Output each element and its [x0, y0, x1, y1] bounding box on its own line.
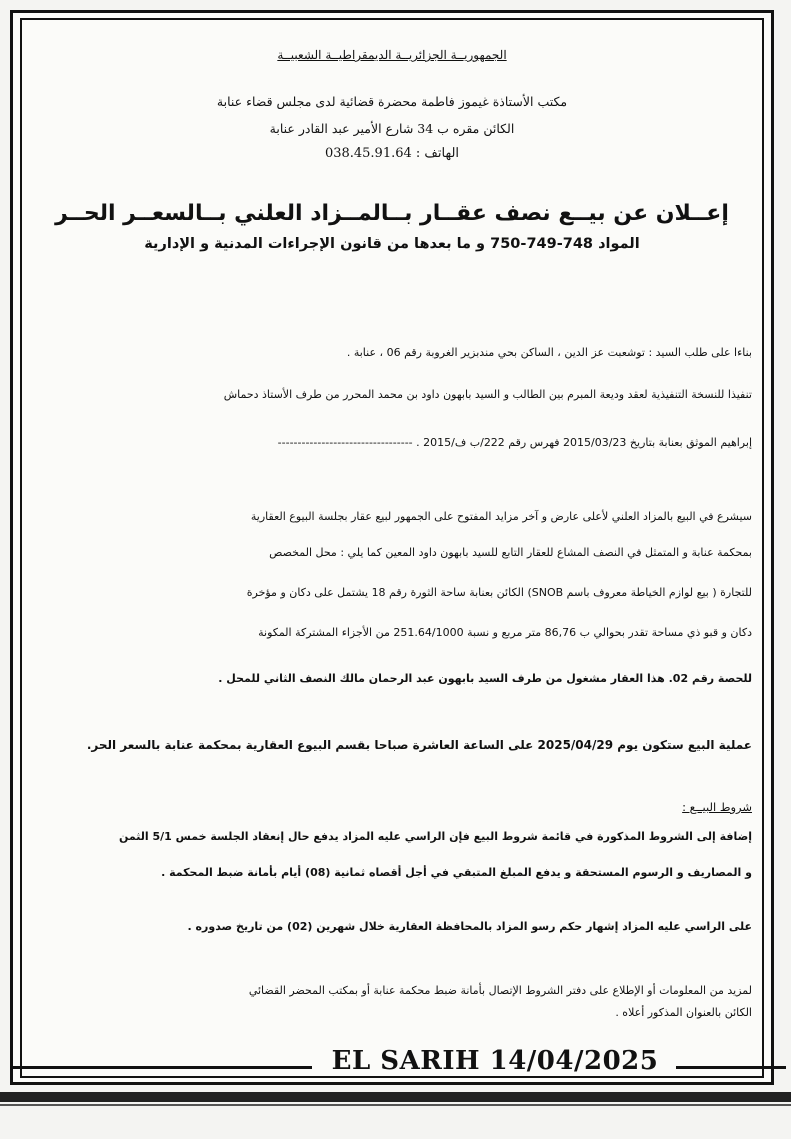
paragraph-sale-4: دكان و قبو ذي مساحة تقدر بحوالي ب 86,76 متر مربع و نسبة 251.64/1000 من الأجزاء المشتركة المكونة — [258, 626, 752, 639]
office-phone — [32, 146, 752, 161]
paragraph-conditions-2: و المصاريف و الرسوم المستحقة و يدفع المبلغ المتبقي في أجل أقصاه ثمانية (08) أيام بأمانة ضبط المحكمة . — [161, 866, 752, 879]
phone-number: 038.45.91.64 — [324, 146, 412, 161]
paragraph-sale-date: عملية البيع ستكون يوم 2025/04/29 على الساعة العاشرة صباحا بقسم البيوع العقارية بمحكمة عنابة بالسعر الحر. — [86, 738, 752, 752]
republic-heading: الجمهوريــة الجزائريــة الديمقراطيــة الشعبيــة — [277, 48, 507, 62]
paragraph-conditions-1: إضافة إلى الشروط المذكورة في قائمة شروط البيع فإن الراسي عليه المزاد يدفع حال إنعقاد الجلسة خمس 5/1 الثمن — [119, 830, 752, 843]
dash-line: ---------------------------------- — [277, 436, 413, 449]
paragraph-conditions-3: على الراسي عليه المزاد إشهار حكم رسو المزاد بالمحافظة العقارية خلال شهرين (02) من تاريخ صدوره . — [187, 920, 752, 933]
paragraph-requester: بناءا على طلب السيد : توشعبت عز الدين ، الساكن بحي مندبزير الغروبة رقم 06 ، عنابة . — [346, 346, 752, 359]
office-name: مكتب الأستاذة غيموز فاطمة محضرة قضائية لدى مجلس قضاء عنابة — [216, 94, 568, 109]
paragraph-sale-1: سيشرع في البيع بالمزاد العلني لأعلى عارض و آخر مزايد المفتوح على الجمهور لبيع عقار بجلسة البيوع العقارية — [250, 510, 752, 523]
paragraph-info-1: لمزيد من المعلومات أو الإطلاع على دفتر الشروط الإتصال بأمانة ضبط محكمة عنابة أو بمكتب المحضر القضائي — [248, 984, 752, 997]
paragraph-notary — [32, 436, 752, 450]
phone-label: الهاتف : — [415, 146, 460, 161]
footer-rule-left — [12, 1066, 312, 1069]
announcement-title: إعــلان عن بيــع نصف عقــار بــالمــزاد العلني بــالسعــر الحــر — [55, 201, 729, 226]
notary-text: إبراهيم الموثق بعنابة بتاريخ 2015/03/23 فهرس رقم 222/ب ف/2015 . — [416, 436, 752, 449]
paragraph-sale-5: للحصة رقم 02. هذا العقار مشغول من طرف السيد بابهون عبد الرحمان مالك النصف الثاني للمحل . — [218, 672, 752, 685]
footer-rule-right — [676, 1066, 786, 1069]
paragraph-sale-3: للتجارة ( بيع لوازم الخياطة معروف باسم SNOB) الكائن بعنابة ساحة الثورة رقم 18 يشتمل على دكان و مؤخرة — [246, 586, 752, 599]
paragraph-execution: تنفيذا للنسخة التنفيذية لعقد وديعة المبرم بين الطالب و السيد بابهون داود بن محمد المحرر من طرف الأستاذ دحماش — [223, 388, 752, 401]
conditions-title: شروط البيــع : — [682, 800, 752, 814]
newspaper-name-date: EL SARIH 14/04/2025 — [331, 1046, 659, 1076]
page-bottom-band — [0, 1092, 791, 1102]
announcement-content — [32, 40, 752, 1060]
header-block — [32, 48, 752, 161]
office-address: الكائن مقره ب 34 شارع الأمير عبد القادر عنابة — [269, 121, 515, 136]
footer — [0, 1046, 791, 1086]
announcement-subtitle: المواد 748-749-750 و ما بعدها من قانون الإجراءات المدنية و الإدارية — [144, 236, 640, 252]
page-bottom-rule — [0, 1104, 791, 1106]
paragraph-info-2: الكائن بالعنوان المذكور أعلاه . — [615, 1006, 752, 1019]
paragraph-sale-2: بمحكمة عنابة و المتمثل في النصف المشاع للعقار التابع للسيد بابهون داود المعين كما يلي : محل المخصص — [269, 546, 752, 559]
